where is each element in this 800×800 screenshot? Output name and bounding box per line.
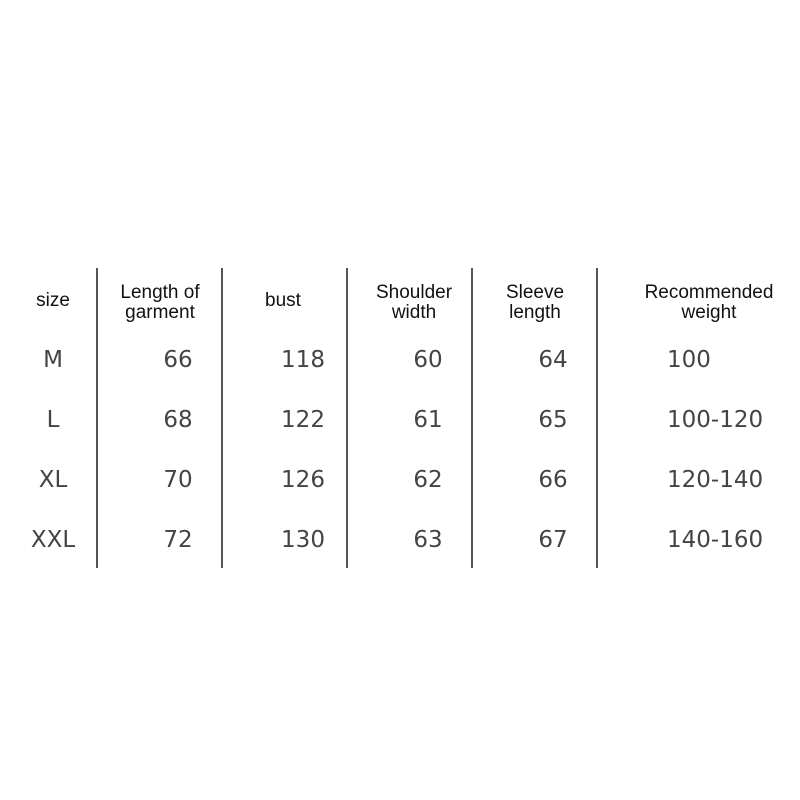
cell-size: XL — [38, 467, 68, 493]
cell-size: L — [46, 407, 60, 433]
cell-weight: 120-140 — [667, 467, 764, 493]
cell-length: 72 — [163, 527, 193, 553]
header-size — [36, 291, 70, 311]
cell-bust: 122 — [281, 407, 325, 433]
cell-length: 70 — [163, 467, 193, 493]
header-line: garment — [125, 302, 195, 323]
header-bust — [265, 291, 301, 311]
cell-size: M — [43, 347, 63, 373]
column-divider — [471, 268, 473, 568]
header-line: length — [509, 302, 561, 323]
cell-bust: 130 — [281, 527, 325, 553]
header-line: size — [36, 290, 70, 311]
cell-sleeve: 65 — [538, 407, 568, 433]
column-divider — [596, 268, 598, 568]
header-line: Shoulder — [375, 282, 453, 303]
column-divider — [346, 268, 348, 568]
cell-bust: 118 — [281, 347, 325, 373]
cell-weight: 100-120 — [667, 407, 764, 433]
cell-shoulder: 62 — [413, 467, 443, 493]
header-line: width — [391, 302, 437, 323]
header-line: weight — [681, 302, 737, 323]
cell-shoulder: 60 — [413, 347, 443, 373]
column-divider — [96, 268, 98, 568]
cell-sleeve: 64 — [538, 347, 568, 373]
column-divider — [221, 268, 223, 568]
header-sleeve-length — [506, 283, 564, 323]
cell-length: 66 — [163, 347, 193, 373]
header-shoulder-width — [376, 283, 452, 323]
cell-weight: 140-160 — [667, 527, 764, 553]
header-line: bust — [265, 290, 301, 311]
header-line: Sleeve — [505, 282, 565, 303]
cell-length: 68 — [163, 407, 193, 433]
cell-shoulder: 61 — [413, 407, 443, 433]
cell-sleeve: 67 — [538, 527, 568, 553]
header-line: Length of — [120, 282, 200, 303]
header-length-of-garment — [120, 283, 199, 323]
header-line: Recommended — [644, 282, 774, 303]
cell-sleeve: 66 — [538, 467, 568, 493]
header-recommended-weight — [645, 283, 774, 323]
cell-size: XXL — [30, 527, 76, 553]
cell-weight: 100 — [667, 347, 711, 373]
cell-shoulder: 63 — [413, 527, 443, 553]
cell-bust: 126 — [281, 467, 325, 493]
